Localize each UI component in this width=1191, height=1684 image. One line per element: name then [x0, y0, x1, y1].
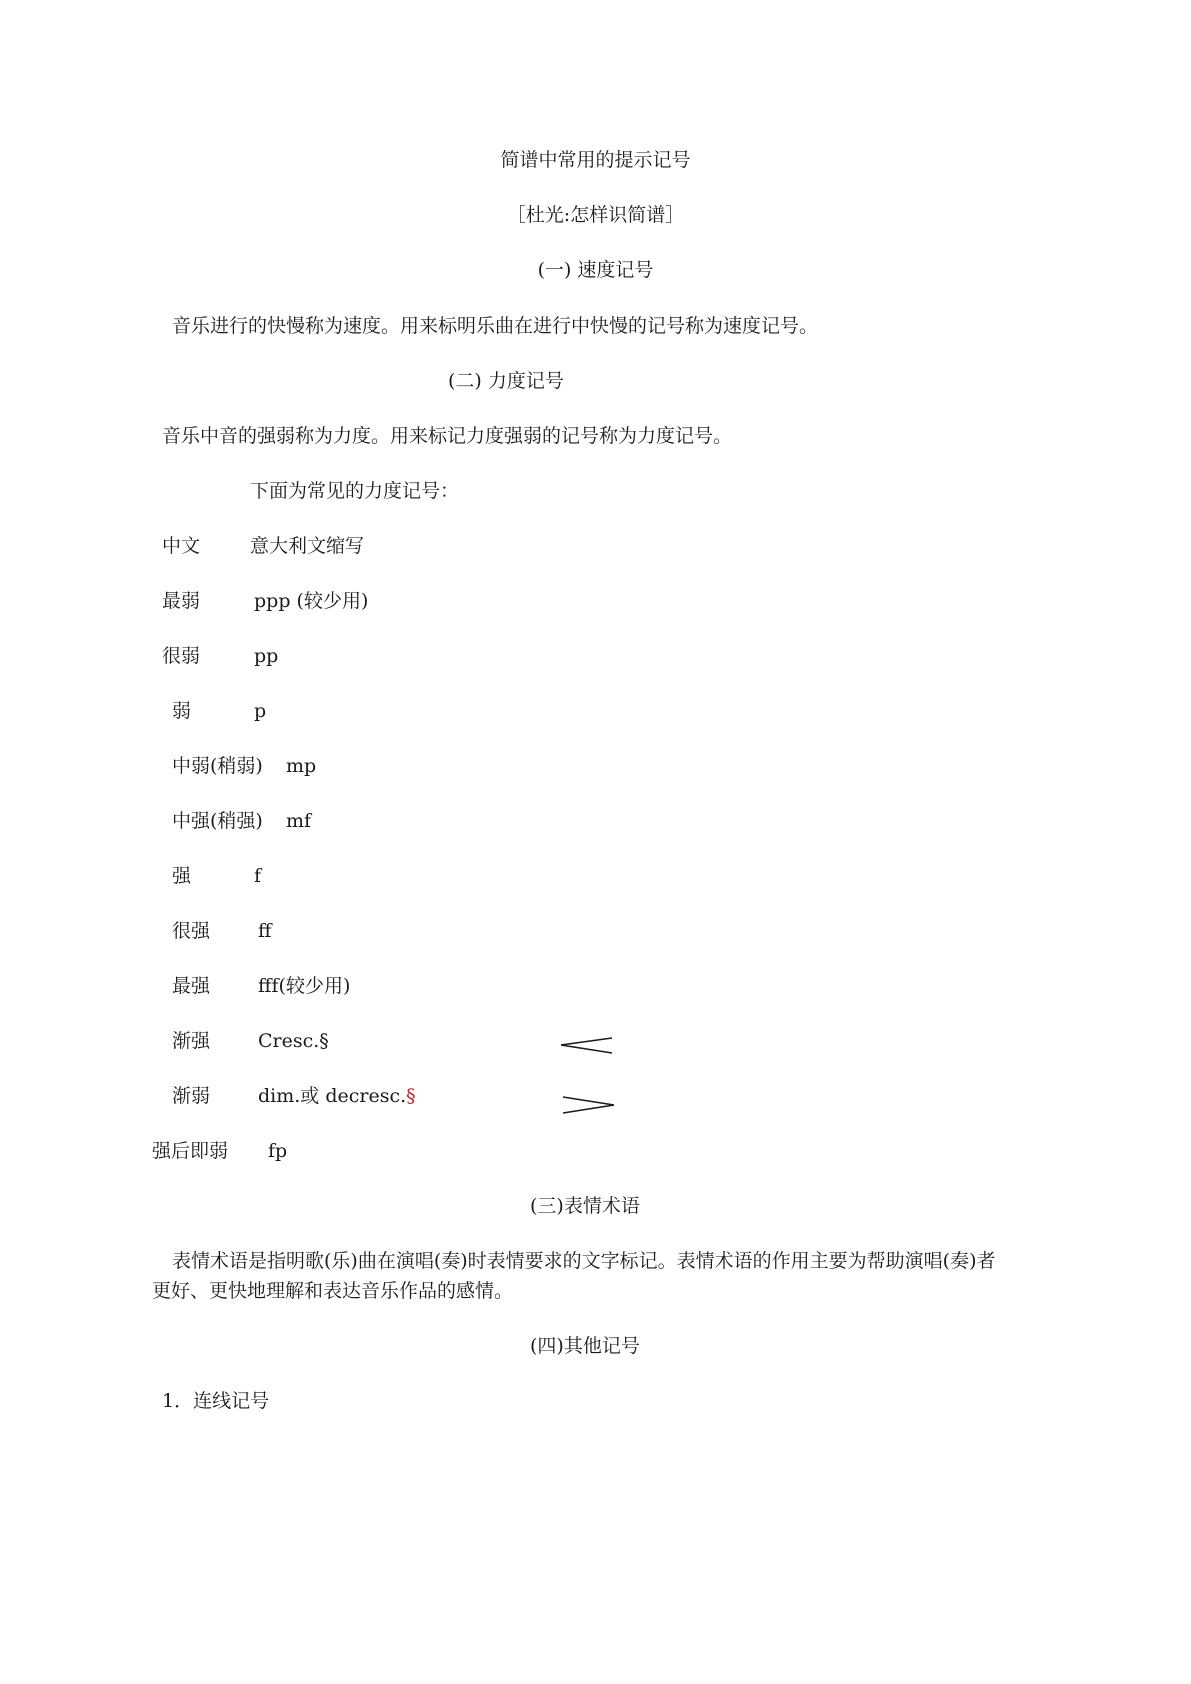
dynamics-intro: 下面为常见的力度记号：	[250, 480, 460, 502]
other-item-slur: 1．连线记号	[162, 1390, 270, 1412]
row-italian: Cresc.	[258, 1030, 320, 1052]
row-chinese: 渐强	[172, 1030, 211, 1052]
dynamics-body: 音乐中音的强弱称为力度。用来标记力度强弱的记号称为力度记号。	[162, 425, 733, 447]
row-italian-cell	[258, 1029, 329, 1053]
row-chinese: 最弱	[162, 590, 201, 612]
section-mark: §	[406, 1085, 416, 1107]
row-chinese: 强后即弱	[152, 1140, 229, 1162]
section-mark: §	[319, 1030, 329, 1052]
crescendo-hairpin-icon	[560, 1036, 614, 1056]
row-chinese: 很弱	[162, 645, 201, 667]
row-italian: ppp (较少用)	[254, 590, 369, 612]
row-chinese: 中强(稍强)	[172, 810, 263, 832]
row-chinese: 渐弱	[172, 1085, 211, 1107]
row-italian: mp	[286, 755, 317, 777]
row-italian: mf	[286, 810, 312, 832]
source-citation: ［杜光:怎样识简谱］	[506, 204, 685, 226]
row-italian-cell	[258, 1084, 416, 1108]
row-italian: pp	[254, 645, 279, 667]
page-title: 简谱中常用的提示记号	[500, 149, 691, 171]
row-italian: fp	[268, 1140, 288, 1162]
section-heading-speed: (一) 速度记号	[537, 259, 654, 281]
table-header-italian: 意大利文缩写	[250, 535, 365, 557]
section-heading-other: (四)其他记号	[530, 1335, 640, 1357]
row-italian: p	[254, 700, 267, 722]
row-italian: f	[254, 865, 262, 887]
expression-body-line1: 表情术语是指明歌(乐)曲在演唱(奏)时表情要求的文字标记。表情术语的作用主要为帮助演唱(奏)者	[172, 1250, 996, 1272]
table-header-chinese: 中文	[162, 535, 201, 557]
section-heading-expression: (三)表情术语	[530, 1195, 640, 1217]
row-chinese: 强	[172, 865, 192, 887]
row-chinese: 很强	[172, 920, 211, 942]
row-chinese: 中弱(稍弱)	[172, 755, 263, 777]
decrescendo-hairpin-icon	[562, 1095, 616, 1115]
row-chinese: 弱	[172, 700, 192, 722]
section-heading-dynamics: (二) 力度记号	[448, 370, 564, 392]
row-italian: fff(较少用)	[258, 975, 351, 997]
row-italian: dim.或 decresc.	[258, 1085, 407, 1107]
speed-body: 音乐进行的快慢称为速度。用来标明乐曲在进行中快慢的记号称为速度记号。	[172, 315, 819, 337]
row-chinese: 最强	[172, 975, 211, 997]
row-italian: ff	[258, 920, 272, 942]
expression-body-line2: 更好、更快地理解和表达音乐作品的感情。	[152, 1280, 514, 1302]
